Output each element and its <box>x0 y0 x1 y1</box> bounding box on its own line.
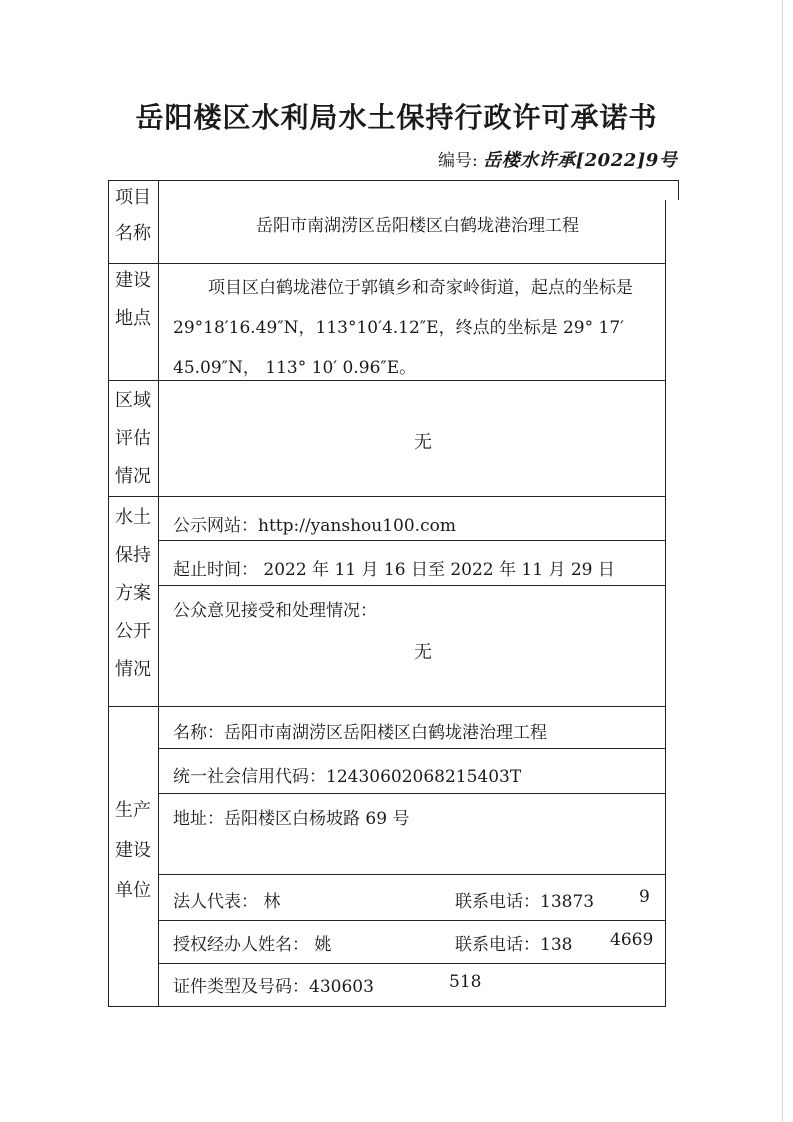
label-disclosure: 水土 保持 方案 公开 情况 <box>115 507 151 680</box>
id-number-label: 证件类型及号码：430603 <box>173 977 374 997</box>
document-number <box>438 146 677 172</box>
agent-phone: 联系电话：138 <box>455 935 573 955</box>
legal-rep-phone: 联系电话：13873 <box>455 892 595 912</box>
legal-rep-phone-tail: 9 <box>639 887 650 907</box>
agent-name-label: 授权经办人姓名： 姚 <box>173 935 332 955</box>
public-opinion-value: 无 <box>414 642 432 663</box>
document-title: 岳阳楼区水利局水土保持行政许可承诺书 <box>135 101 658 134</box>
unit-address: 地址：岳阳楼区白杨坡路 69 号 <box>173 809 410 829</box>
label-assessment: 区域 评估 情况 <box>115 390 151 487</box>
disclosure-website: 公示网站：http://yanshou100.com <box>173 516 456 536</box>
assessment-value: 无 <box>414 432 432 453</box>
disclosure-period: 起止时间： 2022 年 11 月 16 日至 2022 年 11 月 29 日 <box>173 560 615 580</box>
document-number-label: 编号: <box>438 151 478 171</box>
document-number-handwritten: 岳楼水许承[2022]9号 <box>483 150 678 171</box>
agent-phone-tail: 4669 <box>610 930 654 950</box>
label-unit: 生产 建设 单位 <box>115 800 151 901</box>
location-line-3: 45.09″N， 113° 10′ 0.96″E。 <box>173 358 417 378</box>
label-project-name: 项目 名称 <box>115 187 151 244</box>
legal-rep-label: 法人代表： 林 <box>173 892 281 912</box>
public-opinion-label: 公众意见接受和处理情况： <box>173 601 377 621</box>
unit-name: 名称：岳阳市南湖涝区岳阳楼区白鹤垅港治理工程 <box>173 723 547 743</box>
location-line-1: 项目区白鹤垅港位于郭镇乡和奇家岭街道，起点的坐标是 <box>208 278 633 298</box>
location-line-2: 29°18′16.49″N，113°10′4.12″E，终点的坐标是 29° 17′ <box>173 318 624 338</box>
project-name-value: 岳阳市南湖涝区岳阳楼区白鹤垅港治理工程 <box>256 216 579 236</box>
id-number-tail: 518 <box>449 972 482 992</box>
unit-credit-code: 统一社会信用代码：12430602068215403T <box>173 767 522 787</box>
scan-edge-line <box>782 0 783 1122</box>
label-location: 建设 地点 <box>115 270 151 329</box>
